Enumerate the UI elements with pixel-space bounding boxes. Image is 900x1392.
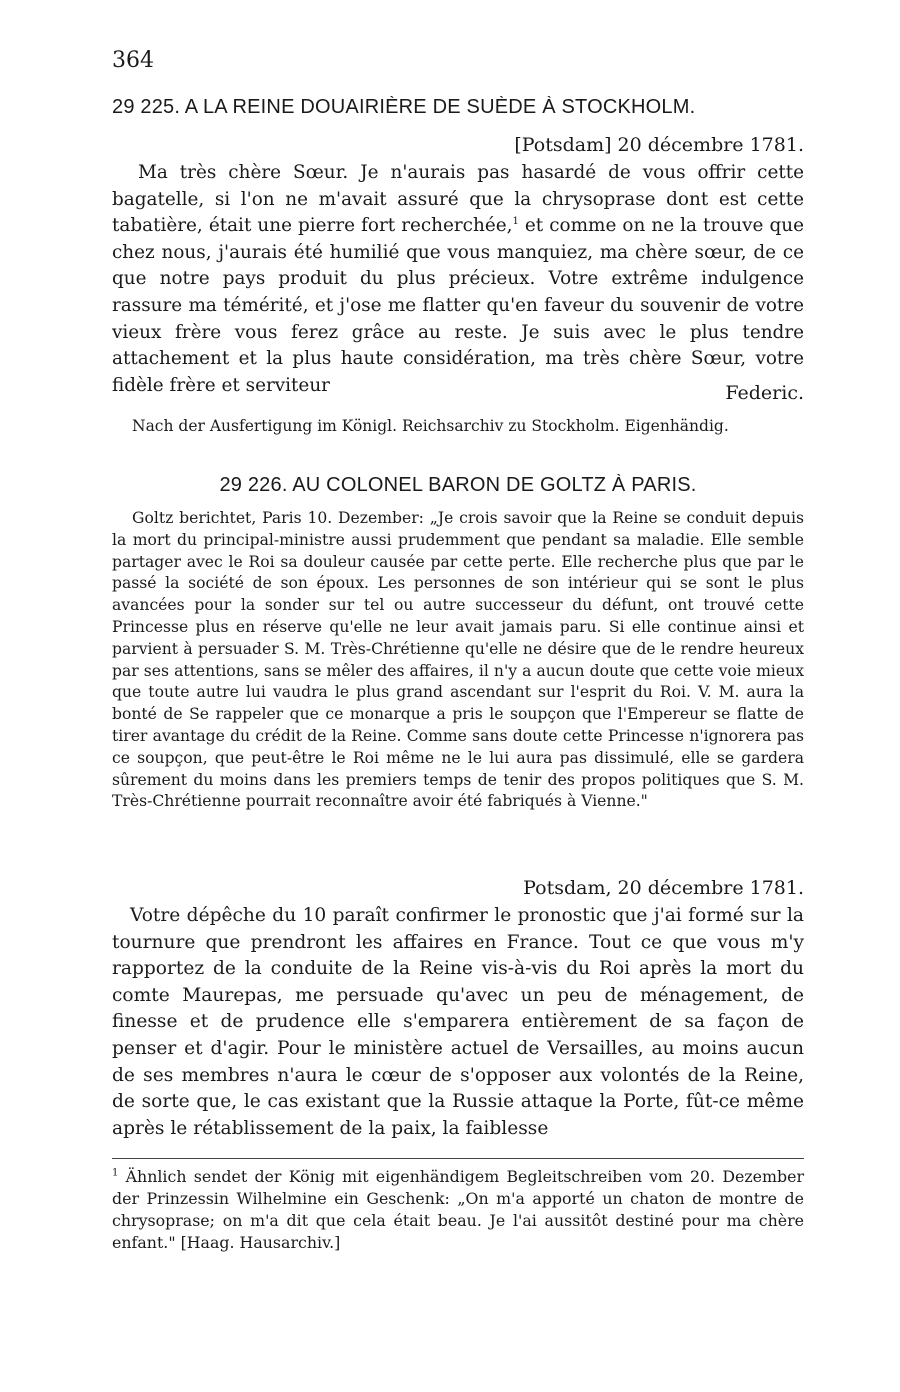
footnote: [112, 1166, 804, 1254]
source-note: Nach der Ausfertigung im Königl. Reichsarchiv zu Stockholm. Eigenhändig.: [132, 417, 729, 435]
letter-body-29225: [112, 160, 804, 399]
letter-body-29226: Votre dépêche du 10 paraît confirmer le pronostic que j'ai formé sur la tournure que prendront les affaires en France. Tout ce que vous m'y rapportez de la conduite de la Reine vis-à-vis du Roi après la mort du comte Maurepas, me persuade qu'avec un peu de ménagement, de finesse et de prudence elle s'emparera entièrement de sa façon de penser et d'agir. Pour le ministère actuel de Versailles, au moins aucun de ses membres n'aura le cœur de s'opposer aux volontés de la Reine, de sorte que, le cas existant que la Russie attaque la Porte, fût-ce même après le rétablissement de la paix, la faiblesse: [112, 905, 804, 1139]
report-summary: Goltz berichtet, Paris 10. Dezember: „Je crois savoir que la Reine se conduit depuis la mort du principal-ministre aussi prudemment que pendant sa maladie. Elle semble partager avec le Roi sa douleur causée par cette perte. Elle recherche plus que par le passé la société de son époux. Les personnes de son intérieur qui se sont le plus avancées pour la sonder sur tel ou autre successeur du défunt, ont trouvé cette Princesse plus en réserve qu'elle ne leur avait jamais paru. Si elle continue ainsi et parvient à persuader S. M. Très-Chrétienne qu'elle ne désire que de le rendre heureux par ses attentions, sans se mêler des affaires, il n'y a aucun doute que cette voie mieux que toute autre lui vaudra le plus grand ascendant sur l'esprit du Roi. V. M. aura la bonté de Se rappeler que ce monarque a pris le soupçon que l'Empereur se flatte de tirer avantage du crédit de la Reine. Comme sans doute cette Princesse n'ignorera pas ce soupçon, que peut-être le Roi même ne le lui aura pas dissimulé, elle se gardera sûrement du moins dans les premiers temps de tenir des propos politiques que S. M. Très-Chrétienne pourrait reconnaître avoir été fabriqués à Vienne.": [112, 509, 804, 811]
dateline-29225: [Potsdam] 20 décembre 1781.: [514, 134, 804, 156]
footnote-mark: 1: [112, 1167, 119, 1179]
letter-heading-29225: 29 225. A LA REINE DOUAIRIÈRE DE SUÈDE À STOCKHOLM.: [112, 96, 696, 118]
letter-text-part1: Ma très chère Sœur. Je n'aurais pas hasardé de vous offrir cette bagatelle, si l'on ne m'avait assuré que la chrysoprase dont est cette tabatière, était une pierre fort recherchée,: [112, 162, 804, 237]
page-number: 364: [112, 48, 154, 73]
footnote-divider: [112, 1158, 804, 1159]
footnote-text: Ähnlich sendet der König mit eigenhändigem Begleitschreiben vom 20. Dezember der Prinzessin Wilhelmine ein Geschenk: „On m'a apporté un chaton de montre de chrysoprase; on m'a dit que cela était beau. Je l'ai aussitôt destiné pour ma chère enfant." [Haag. Hausarchiv.]: [112, 1167, 804, 1252]
letter-heading-29226: 29 226. AU COLONEL BARON DE GOLTZ À PARIS.: [219, 474, 697, 496]
signature: Federic.: [725, 382, 804, 404]
footnote-reference: 1: [512, 216, 519, 228]
dateline-29226: Potsdam, 20 décembre 1781.: [523, 877, 804, 899]
letter-text-part2: et comme on ne la trouve que chez nous, j'aurais été humilié que vous manquiez, ma chère sœur, de ce que notre pays produit du plus précieux. Votre extrême indulgence rassure ma témérité, et j'ose me flatter qu'en faveur du souvenir de votre vieux frère vous ferez grâce au reste. Je suis avec le plus tendre attachement et la plus haute considération, ma très chère Sœur, votre fidèle frère et serviteur: [112, 215, 804, 396]
